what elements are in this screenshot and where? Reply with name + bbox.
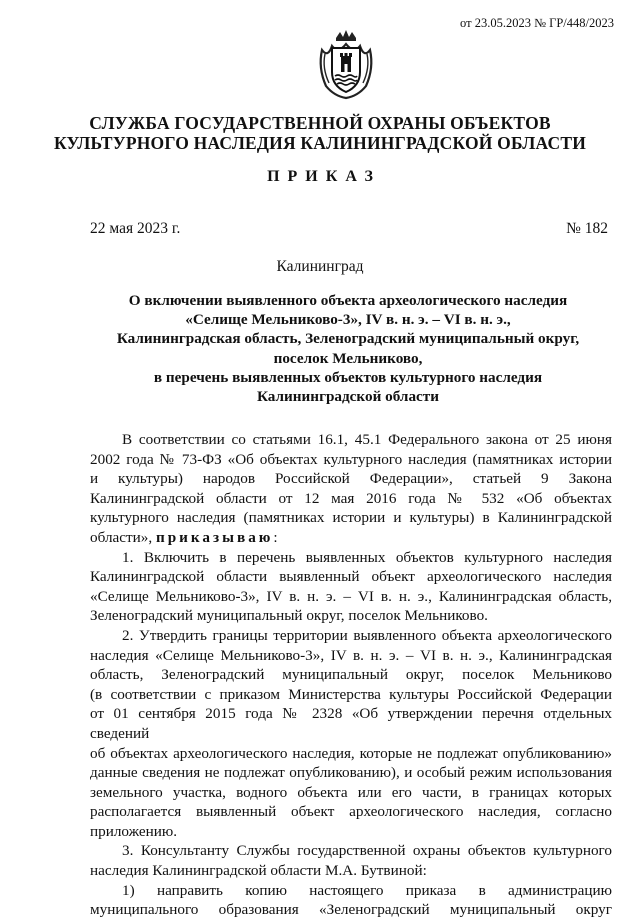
item-3-1 xyxy=(90,881,612,920)
body-line: область, Зеленоградский муниципальный округ, поселок Мельниково xyxy=(90,666,612,684)
heading-line: О включении выявленного объекта археологического наследия xyxy=(128,292,568,309)
order-date: 22 мая 2023 г. xyxy=(90,220,181,237)
body-line: культурного наследия (памятниках истории и культуры) в Калининградской xyxy=(90,509,612,527)
heading-line: Калининградской области xyxy=(257,388,439,406)
preamble-paragraph xyxy=(90,430,612,548)
body-line: наследия «Селище Мельниково-3», IV в. н. э. – VI в. н. э., Калининградская xyxy=(90,646,612,664)
body-line: 2. Утвердить границы территории выявленного объекта археологического xyxy=(122,626,612,644)
body-line: 3. Консультанту Службы государственной охраны объектов культурного xyxy=(122,842,612,860)
order-verb: приказываю xyxy=(155,528,274,546)
order-number: № 182 xyxy=(566,220,608,237)
body-line: данные сведения не подлежат опубликованию), и особый режим использования xyxy=(90,764,612,782)
body-line: об объектах археологического наследия, которые не подлежат опубликованию» xyxy=(90,744,612,762)
body-line: 2002 года № 73-ФЗ «Об объектах культурного наследия (памятниках истории xyxy=(90,450,612,468)
body-line: В соответствии со статьями 16.1, 45.1 Федерального закона от 25 июня xyxy=(122,431,612,448)
body-line: наследия Калининградской области М.А. Бутвиной: xyxy=(90,862,427,880)
city: Калининград xyxy=(276,258,364,275)
body-line: располагается выявленный объект археологического наследия, согласно xyxy=(90,803,612,821)
heading-line: Калининградская область, Зеленоградский муниципальный округ, xyxy=(116,330,580,348)
registration-stamp: от 23.05.2023 № ГР/448/2023 xyxy=(460,16,614,30)
coat-of-arms-icon xyxy=(316,28,376,100)
colon: : xyxy=(273,528,278,546)
body-line: «Селище Мельниково-3», IV в. н. э. – VI в. н. э., Калининградская область, xyxy=(90,587,612,605)
item-3 xyxy=(90,841,612,880)
order-body xyxy=(90,430,612,920)
heading-line: в перечень выявленных объектов культурного наследия xyxy=(153,368,543,386)
body-line: Калининградской области от 12 мая 2016 года № 532 «Об объектах xyxy=(90,489,612,507)
body-line xyxy=(90,528,612,548)
body-line: 1) направить копию настоящего приказа в администрацию xyxy=(122,881,612,899)
body-line: (в соответствии с приказом Министерства культуры Российской Федерации xyxy=(90,685,612,703)
org-name-line-1: СЛУЖБА ГОСУДАРСТВЕННОЙ ОХРАНЫ ОБЪЕКТОВ xyxy=(89,113,551,133)
order-heading xyxy=(60,291,636,406)
heading-line: поселок Мельниково, xyxy=(273,349,423,367)
preamble-tail: области», xyxy=(90,528,153,546)
item-1 xyxy=(90,548,612,626)
org-name-line-2: КУЛЬТУРНОГО НАСЛЕДИЯ КАЛИНИНГРАДСКОЙ ОБЛАСТИ xyxy=(53,133,587,153)
body-line: муниципального образования «Зеленоградский муниципальный округ xyxy=(90,901,612,919)
body-line: от 01 сентября 2015 года № 2328 «Об утверждении перечня отдельных сведений xyxy=(90,705,612,742)
body-line: приложению. xyxy=(90,822,178,840)
item-2 xyxy=(90,626,612,842)
body-line: 1. Включить в перечень выявленных объектов культурного наследия xyxy=(122,548,612,566)
body-line: Зеленоградский муниципальный округ, поселок Мельниково. xyxy=(90,607,488,625)
body-line: земельного участка, водного объекта или его части, в границах которых xyxy=(90,783,612,801)
heading-line: «Селище Мельниково-3», IV в. н. э. – VI в. н. э., xyxy=(185,311,511,329)
body-line: и культуры) народов Российской Федерации», статьей 9 Закона xyxy=(90,470,612,488)
body-line: Калининградской области выявленный объект археологического наследия xyxy=(90,568,612,586)
document-type: ПРИКАЗ xyxy=(267,168,381,185)
